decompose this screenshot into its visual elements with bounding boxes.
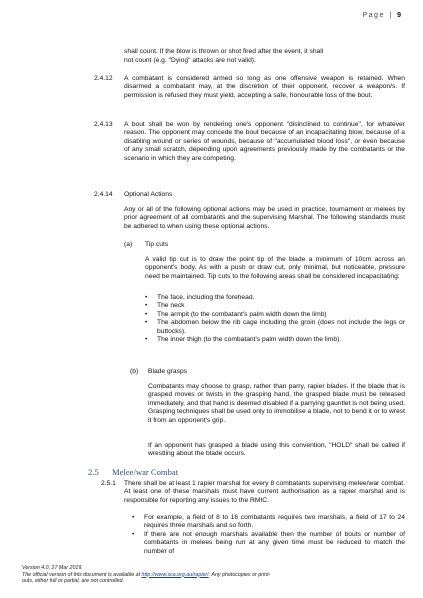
item-a-text: A valid tip cut is to draw the point tip of the blade a minimum of 10cm across an opponent's body. As with a push or draw cut, only minimal, but noticeable, pressure need be maintained. Tip cuts to the following areas shall be considered incapacitating:	[145, 256, 405, 280]
item-b-title: Blade grasps	[148, 368, 188, 375]
footer-link[interactable]: http://www.sca.org.au/rapier/	[141, 571, 209, 578]
footer-official-text: The official version of this document is available at	[22, 571, 142, 578]
item-b-label: (b)	[130, 368, 139, 375]
item-a-bullet-list	[145, 294, 405, 344]
clause-number-2-4-14: 2.4.14	[94, 191, 113, 198]
section-heading-2-5	[88, 467, 178, 477]
section-number: 2.5	[88, 467, 99, 477]
item-b-text-1: Combatants may choose to grasp, rather than parry, rapier blades. If the blade that is grasped moves or twists in the grasping hand, the grasped blade must be released immediately, and that hand is deemed disabled if a parrying gauntlet is not being used. Grasping techniques shall be used only to immobilise a blade, not to bend it or to wrest it from an opponent's grip.	[148, 383, 405, 424]
page-separator: |	[389, 12, 393, 19]
clause-2-5-1-bullet-list	[132, 514, 405, 556]
clause-2-5-1-text: There shall be at least 1 rapier marshal for every 8 combatants supervising melee/war combat. At least one of these marshals must have current authorisation as a rapier marshal and is responsible for reporting any issues to the RMIC.	[124, 480, 405, 504]
clause-2-4-14-title: Optional Actions	[124, 191, 173, 198]
footer-version: Version 4.0, 27 Mar 2019.	[22, 565, 83, 571]
list-item: • The abdomen below the rib cage including the groin (does not include the legs or buttocks).	[145, 319, 405, 336]
clause-2-4-14-text: Any or all of the following optional actions may be used in practice, tournament or melees by prior agreement of all combatants and the supervising Marshal. The following standards must be adhered to when using these optional actions.	[124, 206, 405, 230]
continuation-line-1: shall count. If the blow is thrown or shot fired after the event, it shall	[124, 48, 324, 55]
list-item: • The neck	[145, 302, 405, 310]
list-item: • The face, including the forehead.	[145, 294, 405, 302]
list-item: • The armpit (to the combatant's palm width down the limb)	[145, 311, 405, 319]
list-item: • The inner thigh (to the combatant's palm width down the limb).	[145, 336, 405, 344]
page-number: 9	[397, 12, 401, 19]
clause-2-4-12-text: A combatant is considered armed so long as one offensive weapon is retained. When disarmed a combatant may, at the discretion of their opponent, recover a weapon/s. If permission is refused they must yield, accepting a safe, honourable loss of the bout.	[124, 75, 405, 99]
clause-number-2-4-12: 2.4.12	[94, 75, 113, 82]
item-b-text-2: If an opponent has grasped a blade using this convention, "HOLD" shall be called if wrestling about the blade occurs.	[148, 442, 405, 458]
page-footer	[22, 565, 412, 585]
page-word: Page	[362, 12, 385, 19]
clause-2-4-13-text: A bout shall be won by rendering one's opponent "disinclined to continue", for whatever reason. The opponent may concede the bout because of an incapacitating blow, because of a disabling wound or series of wounds, because of "accumulated blood loss", or even because of any small scratch, depending upon agreements previously made by the combatants or the scenario in which they are competing.	[124, 121, 405, 162]
clause-number-2-4-13: 2.4.13	[94, 121, 113, 128]
page-number-header	[363, 12, 402, 19]
item-a-title: Tip cuts	[145, 241, 169, 248]
item-a-label: (a)	[124, 241, 133, 248]
footer-official-text-end: . Any photocopies or print-	[208, 571, 271, 578]
list-item: • For example, a field of 8 to 16 combatants requires two marshals, a field of 17 to 24 requires three marshals and so forth.	[132, 514, 405, 531]
clause-number-2-5-1: 2.5.1	[101, 480, 116, 487]
footer-official-line	[22, 572, 412, 579]
list-item: • If there are not enough marshals available then the number of bouts or number of combatants in melees being run at any given time must be reduced to match the number of	[132, 531, 405, 556]
continuation-line-2: not count (e.g. "Dying" attacks are not valid).	[124, 56, 256, 64]
footer-controlled-note: outs, either full or partial, are not controlled.	[22, 578, 124, 585]
section-title: Melee/war Combat	[112, 467, 179, 477]
